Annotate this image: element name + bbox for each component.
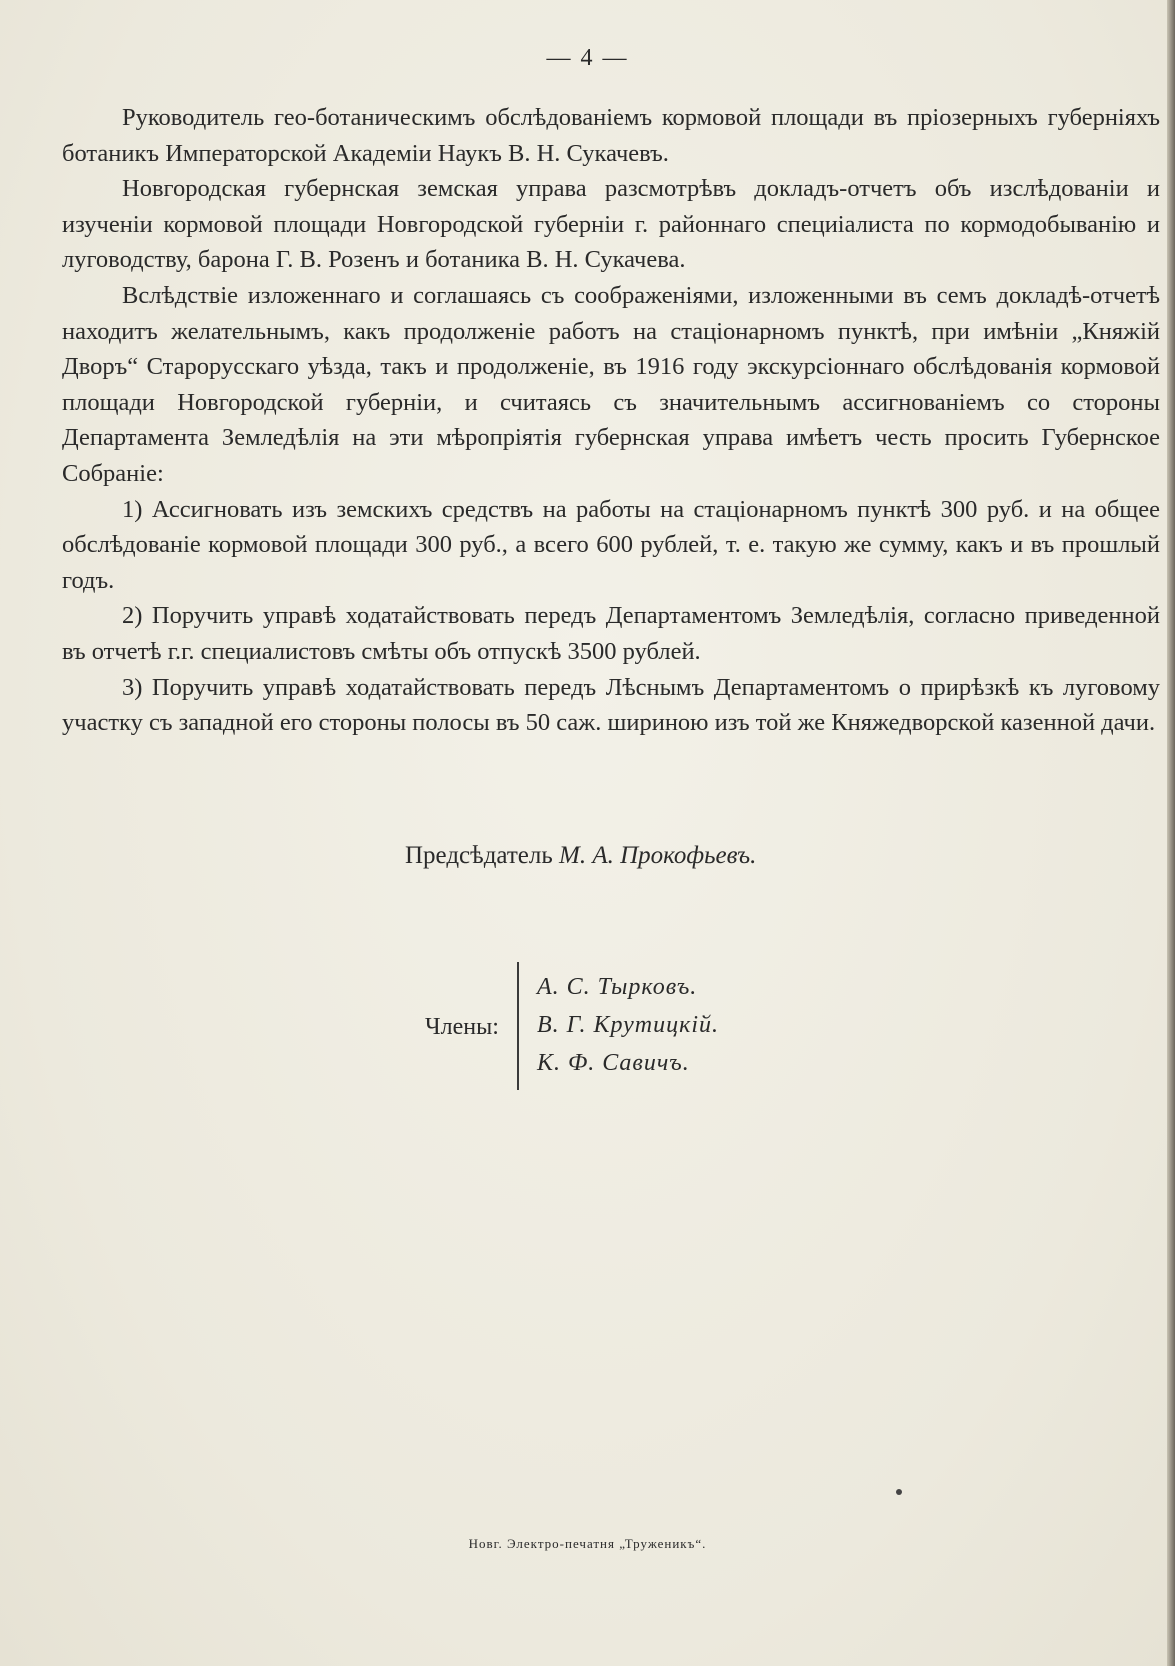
member-name: В. Г. Крутицкій. <box>537 1012 720 1038</box>
paragraph-3: Вслѣдствіе изложеннаго и соглашаясь съ соображеніями, изложенными въ семъ докладѣ-отчетѣ находитъ желательнымъ, какъ продолженіе работъ на стаціонарномъ пунктѣ, при имѣніи „Княжій Дворъ“ Старорусскаго уѣзда, такъ и продолженіе, въ 1916 году экскурсіоннаго обслѣдованія кормовой площади Новгородской губерніи, и считаясь съ значительнымъ ассигнованіемъ со стороны Департамента Земледѣлія на эти мѣропріятія губернская управа имѣетъ честь просить Губернское Собраніе: <box>62 281 1160 487</box>
members-brace-line <box>517 962 519 1090</box>
body-text <box>62 100 1160 741</box>
member-name: А. С. Тырковъ. <box>537 974 698 1000</box>
chairman-name: М. А. Прокофьевъ. <box>559 842 757 869</box>
page-edge-shadow <box>1167 0 1175 1666</box>
paragraph-4: 1) Ассигновать изъ земскихъ средствъ на работы на стаціонарномъ пунктѣ 300 руб. и на общее обслѣдованіе кормовой площади 300 руб., а всего 600 рублей, т. е. такую же сумму, какъ и въ прошлый годъ. <box>62 495 1160 594</box>
page-number: — 4 — <box>546 45 629 71</box>
chairman-signature <box>405 842 756 870</box>
ink-dot <box>896 1489 902 1495</box>
paragraph-1: Руководитель гео-ботаническимъ обслѣдованіемъ кормовой площади въ пріозерныхъ губерніяхъ ботаникъ Императорской Академіи Наукъ В. Н. Сукачевъ. <box>62 104 1160 167</box>
members-block <box>425 958 825 1093</box>
members-label: Члены: <box>425 1014 499 1040</box>
paragraph-5: 2) Поручить управѣ ходатайствовать передъ Департаментомъ Земледѣлія, согласно приведенной въ отчетѣ г.г. специалистовъ смѣты объ отпускѣ 3500 рублей. <box>62 602 1160 665</box>
paragraph-2: Новгородская губернская земская управа разсмотрѣвъ докладъ-отчетъ объ изслѣдованіи и изученіи кормовой площади Новгородской губерніи г. районнаго специіалиста по кормодобыванію и луговодству, барона Г. В. Розенъ и ботаника В. Н. Сукачева. <box>62 175 1160 274</box>
member-name: К. Ф. Савичъ. <box>537 1050 690 1076</box>
printer-imprint: Новг. Электро-печатня „Труженикъ“. <box>468 1536 707 1551</box>
paragraph-6: 3) Поручить управѣ ходатайствовать передъ Лѣснымъ Департаментомъ о прирѣзкѣ къ луговому участку съ западной его стороны полосы въ 50 саж. шириною изъ той же Княжедворской казенной дачи. <box>62 673 1160 737</box>
chairman-title: Предсѣдатель <box>405 842 553 869</box>
